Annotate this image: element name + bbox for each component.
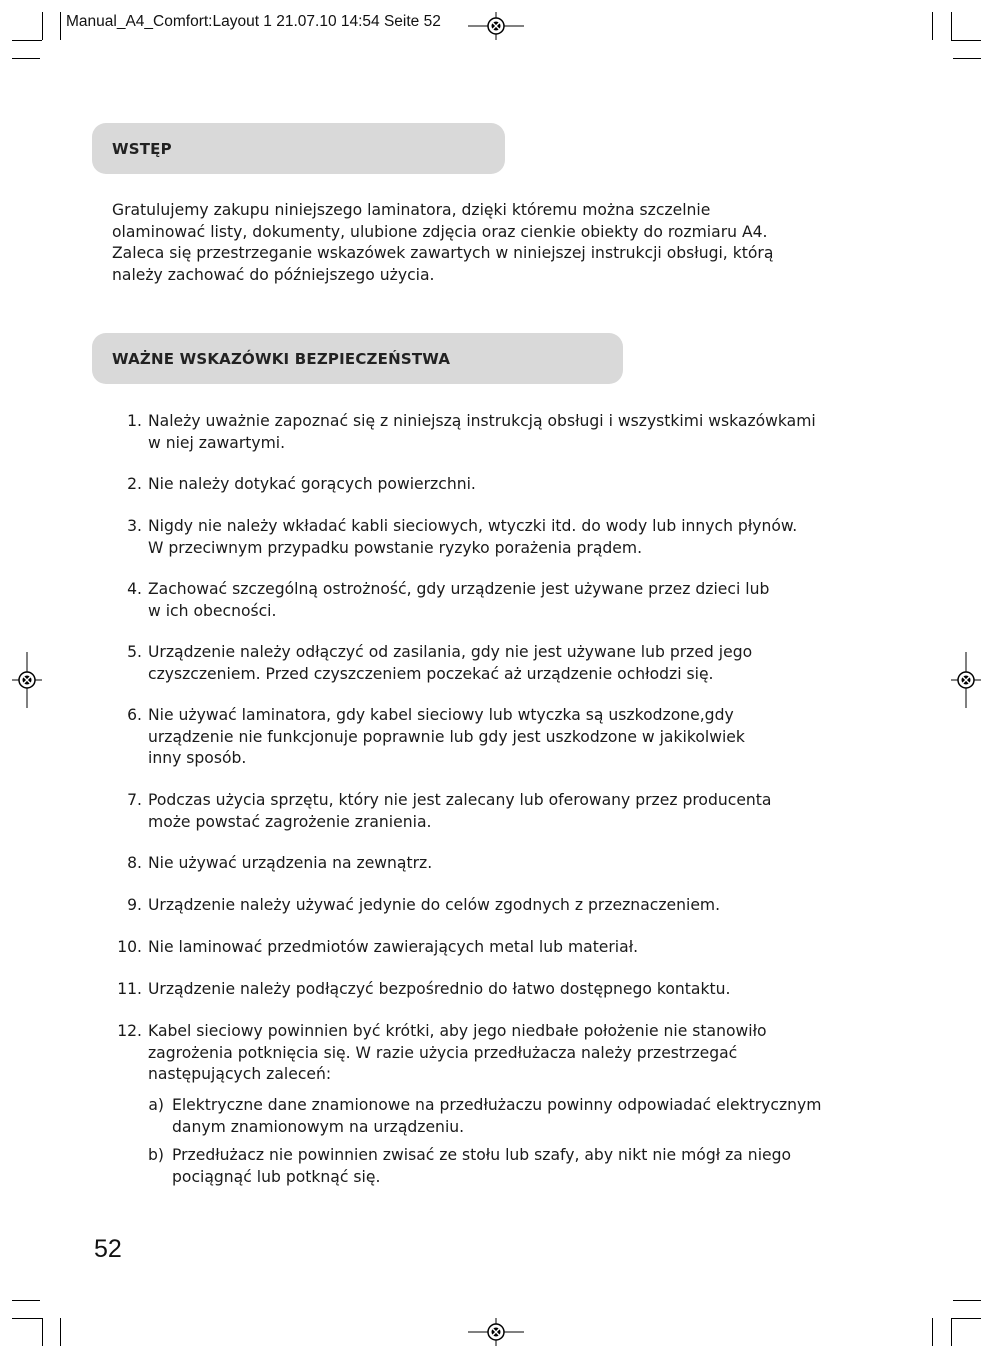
page-number: 52 — [94, 1235, 122, 1263]
list-item-number: 3. — [127, 517, 142, 535]
intro-line: należy zachować do późniejszego użycia. — [112, 265, 435, 284]
list-item-text-line: Należy uważnie zapoznać się z niniejszą instrukcją obsługi i wszystkimi wskazówkami — [148, 412, 816, 430]
list-item-number: 11. — [117, 980, 142, 998]
sub-list-item-text-line: danym znamionowym na urządzeniu. — [172, 1117, 465, 1136]
registration-mark-left — [12, 652, 42, 708]
list-item-number: 2. — [127, 475, 142, 493]
registration-mark-top — [468, 12, 524, 40]
list-item-text-line: inny sposób. — [148, 749, 247, 767]
list-item-text-line: urządzenie nie funkcjonuje poprawnie lub gdy jest uszkodzone w jakikolwiek — [148, 727, 745, 746]
list-item-text-line: Urządzenie należy podłączyć bezpośrednio do łatwo dostępnego kontaktu. — [148, 980, 731, 998]
list-item-text-line: Zachować szczególną ostrożność, gdy urządzenie jest używane przez dzieci lub — [148, 580, 770, 598]
list-item-text-line: w niej zawartymi. — [148, 433, 286, 452]
intro-line: Gratulujemy zakupu niniejszego laminatora, dzięki któremu można szczelnie — [112, 201, 711, 219]
intro-paragraph — [112, 200, 832, 286]
list-item-number: 4. — [127, 580, 142, 598]
list-item-text-line: Kabel sieciowy powinnien być krótki, aby jego niedbałe położenie nie stanowiło — [148, 1022, 767, 1040]
list-item-number: 6. — [127, 706, 142, 724]
list-item-text-line: Nie laminować przedmiotów zawierających metal lub materiał. — [148, 938, 639, 956]
sub-list-item-number: b) — [148, 1146, 164, 1164]
list-item-text-line: w ich obecności. — [148, 601, 277, 620]
registration-mark-right — [951, 652, 981, 708]
list-item-text-line: czyszczeniem. Przed czyszczeniem poczekać aż urządzenie ochłodzi się. — [148, 664, 714, 683]
list-item-number: 9. — [127, 896, 142, 914]
sub-list-item-number: a) — [148, 1096, 164, 1114]
list-item-text-line: Podczas użycia sprzętu, który nie jest zalecany lub oferowany przez producenta — [148, 791, 772, 809]
intro-line: Zaleca się przestrzeganie wskazówek zawartych w niniejszej instrukcji obsługi, którą — [112, 244, 774, 262]
list-item-number: 1. — [127, 412, 142, 430]
list-item-number: 7. — [127, 791, 142, 809]
section-title-intro: WSTĘP — [112, 139, 172, 158]
sub-list-item-text-line: pociągnąć lub potknąć się. — [172, 1167, 381, 1186]
list-item-text-line: Nie używać laminatora, gdy kabel sieciowy lub wtyczka są uszkodzone,gdy — [148, 706, 734, 724]
list-item-text-line: Urządzenie należy odłączyć od zasilania, gdy nie jest używane lub przed jego — [148, 643, 753, 661]
list-item-text-line: Nigdy nie należy wkładać kabli sieciowych, wtyczki itd. do wody lub innych płynów. — [148, 517, 798, 535]
list-item-text-line: Nie należy dotykać gorących powierzchni. — [148, 475, 476, 493]
list-item-number: 8. — [127, 854, 142, 872]
list-item-number: 10. — [117, 938, 142, 956]
list-item-text-line: Nie używać urządzenia na zewnątrz. — [148, 854, 433, 872]
list-item-text-line: następujących zaleceń: — [148, 1065, 332, 1083]
print-slug: Manual_A4_Comfort:Layout 1 21.07.10 14:54 Seite 52 — [66, 13, 441, 30]
intro-line: olaminować listy, dokumenty, ulubione zdjęcia oraz cienkie obiekty do rozmiaru A4. — [112, 222, 768, 241]
list-item-text-line: zagrożenia potknięcia się. W razie użycia przedłużacza należy przestrzegać — [148, 1043, 738, 1062]
sub-list-item-text-line: Elektryczne dane znamionowe na przedłużaczu powinny odpowiadać elektrycznym — [172, 1096, 822, 1114]
list-item-text-line: Urządzenie należy używać jedynie do celów zgodnych z przeznaczeniem. — [148, 896, 721, 914]
list-item-number: 12. — [117, 1022, 142, 1040]
sub-list-item-text-line: Przedłużacz nie powinnien zwisać ze stołu lub szafy, aby nikt nie mógł za niego — [172, 1146, 792, 1164]
list-item-number: 5. — [127, 643, 142, 661]
list-item-text-line: może powstać zagrożenie zranienia. — [148, 812, 432, 831]
registration-mark-bottom — [468, 1318, 524, 1346]
section-header-safety — [92, 333, 623, 384]
section-title-safety: WAŻNE WSKAZÓWKI BEZPIECZEŃSTWA — [112, 349, 451, 368]
section-header-intro — [92, 123, 505, 174]
list-item-text-line: W przeciwnym przypadku powstanie ryzyko porażenia prądem. — [148, 538, 643, 557]
